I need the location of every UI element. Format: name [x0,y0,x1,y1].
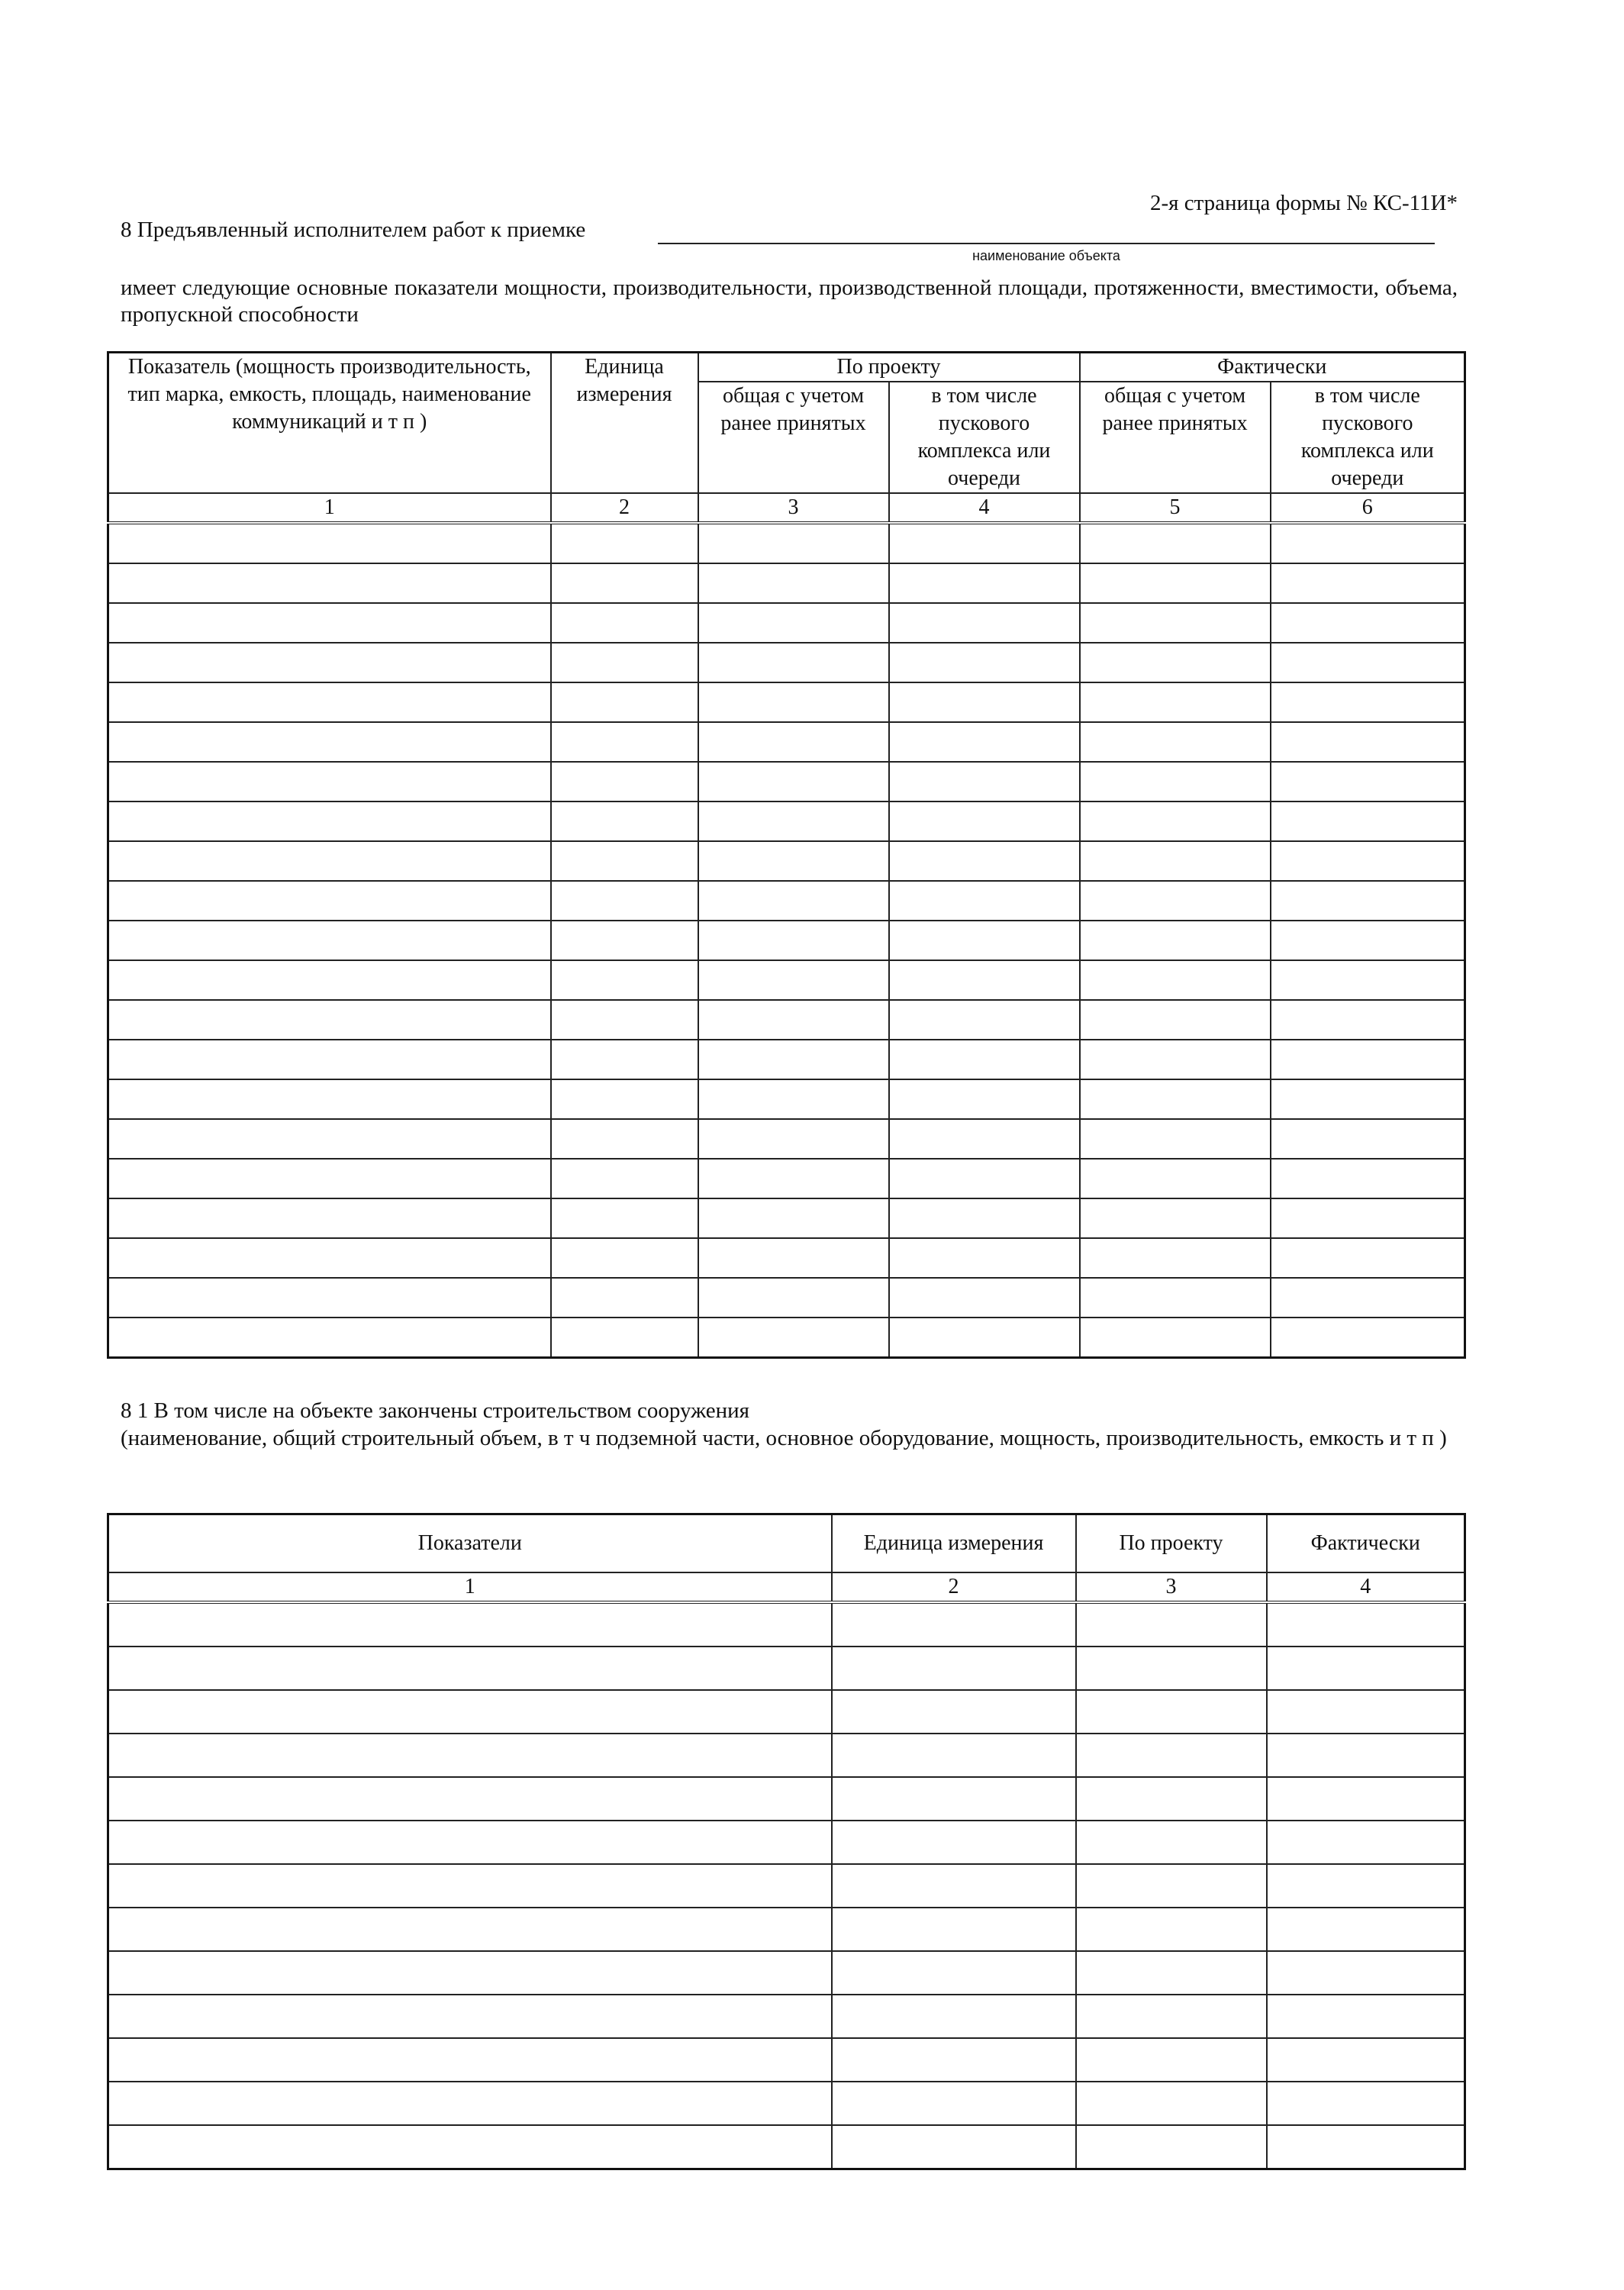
table-row [108,1864,1465,1908]
table-cell[interactable] [889,643,1080,682]
table-cell[interactable] [698,1079,889,1119]
table-cell[interactable] [1271,1278,1465,1318]
project-launch-header: в том числе пускового комплекса или очереди [889,382,1080,493]
table-cell[interactable] [1080,1198,1271,1238]
table-row [108,1198,1465,1238]
table-cell[interactable] [1080,841,1271,881]
section-8-1-text: 8 1 В том числе на объекте закончены строительством сооружения [121,1398,749,1423]
table-cell[interactable] [1080,1238,1271,1278]
table-cell[interactable] [1080,1278,1271,1318]
table-cell[interactable] [1080,762,1271,802]
table-cell[interactable] [108,1040,551,1079]
table-cell[interactable] [551,921,698,960]
table-cell[interactable] [1076,1777,1267,1821]
table-cell[interactable] [551,1000,698,1040]
table-cell[interactable] [1271,841,1465,881]
table-row [108,2082,1465,2125]
table-cell[interactable] [551,1198,698,1238]
table-cell[interactable] [698,722,889,762]
table-cell[interactable] [108,1821,832,1864]
table-cell[interactable] [1267,2082,1465,2125]
table-row [108,1040,1465,1079]
table-cell[interactable] [889,921,1080,960]
table-cell[interactable] [108,1159,551,1198]
table-cell[interactable] [551,603,698,643]
table-cell[interactable] [108,1995,832,2038]
table-cell[interactable] [1076,1908,1267,1951]
table-cell[interactable] [889,802,1080,841]
table-cell[interactable] [108,1278,551,1318]
table-cell[interactable] [1267,1821,1465,1864]
column-number: 1 [108,1572,832,1602]
table-cell[interactable] [1080,682,1271,722]
table-row [108,1777,1465,1821]
table-row [108,1690,1465,1734]
table-cell[interactable] [889,1119,1080,1159]
table-row [108,1278,1465,1318]
table-row [108,603,1465,643]
table-cell[interactable] [1271,1079,1465,1119]
table-cell[interactable] [108,1119,551,1159]
table-cell[interactable] [832,1908,1076,1951]
table-cell[interactable] [108,1734,832,1777]
table-cell[interactable] [108,682,551,722]
table-cell[interactable] [108,1238,551,1278]
table-cell[interactable] [889,563,1080,603]
table-cell[interactable] [889,1238,1080,1278]
table-cell[interactable] [1080,1079,1271,1119]
table-cell[interactable] [551,960,698,1000]
table-cell[interactable] [551,1318,698,1358]
table-cell[interactable] [889,1278,1080,1318]
table-cell[interactable] [832,2082,1076,2125]
column-numbers-row [108,1572,1465,1602]
object-name-caption: наименование объекта [972,248,1120,263]
table-cell[interactable] [1080,1159,1271,1198]
table-cell[interactable] [1080,643,1271,682]
section-8-text: 8 Предъявленный исполнителем работ к приемке [121,218,586,242]
table-cell[interactable] [889,960,1080,1000]
table-row [108,643,1465,682]
table-cell[interactable] [889,1318,1080,1358]
table-cell[interactable] [108,1864,832,1908]
col-unit-header: Единица измерения [832,1514,1076,1573]
table-cell[interactable] [1271,722,1465,762]
actual-total-header: общая с учетом ранее принятых [1080,382,1271,493]
table-cell[interactable] [1267,1908,1465,1951]
table-cell[interactable] [698,643,889,682]
table-cell[interactable] [1271,523,1465,563]
table-cell[interactable] [1267,2038,1465,2082]
table-cell[interactable] [1267,1602,1465,1647]
table-cell[interactable] [1267,1690,1465,1734]
table-cell[interactable] [832,1821,1076,1864]
table-cell[interactable] [889,762,1080,802]
group-by-project-header: По проекту [698,353,1080,382]
table-cell[interactable] [698,1238,889,1278]
table-cell[interactable] [1271,881,1465,921]
table-cell[interactable] [698,1040,889,1079]
table-cell[interactable] [1076,2125,1267,2169]
table-cell[interactable] [1271,682,1465,722]
table-cell[interactable] [108,881,551,921]
table-row [108,762,1465,802]
table-cell[interactable] [108,563,551,603]
table-cell[interactable] [1076,2082,1267,2125]
table-cell[interactable] [551,682,698,722]
section-8-1-paragraph: (наименование, общий строительный объем, в т ч подземной части, основное оборудование, мощность, производительность, емкость и т п ) [121,1426,1447,1450]
table-cell[interactable] [889,1198,1080,1238]
table-cell[interactable] [889,1000,1080,1040]
table-cell[interactable] [551,841,698,881]
table-cell[interactable] [698,523,889,563]
table-cell[interactable] [551,1238,698,1278]
actual-launch-header: в том числе пускового комплекса или очереди [1271,382,1465,493]
table-cell[interactable] [1267,1734,1465,1777]
table-cell[interactable] [1080,722,1271,762]
table-cell[interactable] [1076,1951,1267,1995]
table-cell[interactable] [1076,1734,1267,1777]
table-row [108,1238,1465,1278]
table-cell[interactable] [832,1734,1076,1777]
table-cell[interactable] [1271,1000,1465,1040]
table-cell[interactable] [1271,1198,1465,1238]
table-cell[interactable] [889,1159,1080,1198]
structures-table [107,1513,1466,2170]
table-cell[interactable] [1271,603,1465,643]
capacity-table [107,351,1466,1359]
table-cell[interactable] [698,1278,889,1318]
table-cell[interactable] [108,1690,832,1734]
table-cell[interactable] [551,563,698,603]
table-cell[interactable] [1271,960,1465,1000]
table-cell[interactable] [698,881,889,921]
column-number: 3 [1076,1572,1267,1602]
column-number: 3 [698,493,889,523]
column-number: 2 [551,493,698,523]
column-number: 4 [1267,1572,1465,1602]
table-cell[interactable] [698,1159,889,1198]
table-cell[interactable] [108,1602,832,1647]
col-unit-header: Единица измерения [551,353,698,494]
table-cell[interactable] [1267,1995,1465,2038]
table-cell[interactable] [1271,563,1465,603]
table-cell[interactable] [1080,523,1271,563]
table-cell[interactable] [1076,1995,1267,2038]
table-cell[interactable] [832,1951,1076,1995]
table-cell[interactable] [1080,1119,1271,1159]
table-row [108,802,1465,841]
table-row [108,1908,1465,1951]
table-cell[interactable] [1271,762,1465,802]
column-number: 5 [1080,493,1271,523]
table-cell[interactable] [698,762,889,802]
table-cell[interactable] [1271,1318,1465,1358]
table-cell[interactable] [1267,1951,1465,1995]
table-row [108,1602,1465,1647]
table-cell[interactable] [108,643,551,682]
table-cell[interactable] [551,1119,698,1159]
table-row [108,1734,1465,1777]
object-name-field[interactable] [658,243,1435,244]
table-row [108,722,1465,762]
table-cell[interactable] [108,2038,832,2082]
col-indicator-header: Показатель (мощность производительность, тип марка, емкость, площадь, наименование коммуникаций и т п ) [108,353,551,494]
table-cell[interactable] [889,722,1080,762]
table-cell[interactable] [108,523,551,563]
table-cell[interactable] [1267,1864,1465,1908]
table-row [108,563,1465,603]
table-cell[interactable] [889,603,1080,643]
table-cell[interactable] [889,881,1080,921]
table-cell[interactable] [1271,1238,1465,1278]
table-cell[interactable] [1271,1040,1465,1079]
table-cell[interactable] [698,960,889,1000]
table-row [108,2038,1465,2082]
table-cell[interactable] [698,603,889,643]
table-row [108,1000,1465,1040]
table-cell[interactable] [1080,1318,1271,1358]
group-actual-header: Фактически [1080,353,1465,382]
table-row [108,1119,1465,1159]
table-cell[interactable] [698,1000,889,1040]
table-row [108,1995,1465,2038]
page-header: 2-я страница формы № КС-11И* [1149,191,1458,215]
table-cell[interactable] [698,682,889,722]
table-cell[interactable] [1076,1821,1267,1864]
table-cell[interactable] [698,841,889,881]
table-cell[interactable] [1080,921,1271,960]
table-row [108,523,1465,563]
table-cell[interactable] [108,1000,551,1040]
table-cell[interactable] [1080,960,1271,1000]
table-cell[interactable] [108,2082,832,2125]
table-cell[interactable] [832,1690,1076,1734]
table-cell[interactable] [108,722,551,762]
table-cell[interactable] [832,1995,1076,2038]
table-cell[interactable] [551,762,698,802]
table-cell[interactable] [1076,1864,1267,1908]
table-row [108,881,1465,921]
table-cell[interactable] [108,921,551,960]
table-cell[interactable] [1267,2125,1465,2169]
table-cell[interactable] [1076,1647,1267,1690]
table-cell[interactable] [108,960,551,1000]
table-cell[interactable] [832,1777,1076,1821]
table-row [108,841,1465,881]
table-cell[interactable] [108,1198,551,1238]
table-row [108,921,1465,960]
table-cell[interactable] [551,1278,698,1318]
table-row [108,1647,1465,1690]
table-cell[interactable] [551,881,698,921]
table-cell[interactable] [108,762,551,802]
table-cell[interactable] [551,802,698,841]
table-cell[interactable] [551,1079,698,1119]
table-cell[interactable] [889,682,1080,722]
table-cell[interactable] [108,1647,832,1690]
table-cell[interactable] [1267,1777,1465,1821]
table-cell[interactable] [1271,1159,1465,1198]
table-cell[interactable] [1271,643,1465,682]
table-cell[interactable] [1271,921,1465,960]
table-cell[interactable] [1267,1647,1465,1690]
table-cell[interactable] [698,1318,889,1358]
table-cell[interactable] [1076,1602,1267,1647]
table-cell[interactable] [1080,603,1271,643]
table-row [108,1318,1465,1358]
table-cell[interactable] [832,1602,1076,1647]
col-project-header: По проекту [1076,1514,1267,1573]
table-cell[interactable] [108,1777,832,1821]
table-cell[interactable] [108,1318,551,1358]
table-cell[interactable] [108,802,551,841]
section-8-paragraph: имеет следующие основные показатели мощности, производительности, производственной площади, протяженности, вместимости, объема, пропускной способности [121,276,1458,327]
table-cell[interactable] [1080,1040,1271,1079]
table-cell[interactable] [832,2038,1076,2082]
table-cell[interactable] [1080,1000,1271,1040]
column-numbers-row [108,493,1465,523]
table-cell[interactable] [889,1040,1080,1079]
column-number: 4 [889,493,1080,523]
table-row [108,960,1465,1000]
table-row [108,1159,1465,1198]
column-number: 1 [108,493,551,523]
col-indicators-header: Показатели [108,1514,832,1573]
table-row [108,1079,1465,1119]
table-cell[interactable] [551,722,698,762]
table-cell[interactable] [889,841,1080,881]
column-number: 6 [1271,493,1465,523]
column-number: 2 [832,1572,1076,1602]
table-cell[interactable] [698,921,889,960]
col-actual-header: Фактически [1267,1514,1465,1573]
table-row [108,1821,1465,1864]
table-cell[interactable] [108,1951,832,1995]
table-cell[interactable] [551,1159,698,1198]
project-total-header: общая с учетом ранее принятых [698,382,889,493]
table-cell[interactable] [1271,802,1465,841]
table-cell[interactable] [1076,1690,1267,1734]
table-cell[interactable] [832,2125,1076,2169]
table-cell[interactable] [698,563,889,603]
table-cell[interactable] [108,1908,832,1951]
table-cell[interactable] [108,603,551,643]
table-cell[interactable] [1271,1119,1465,1159]
table-cell[interactable] [551,523,698,563]
table-cell[interactable] [698,802,889,841]
table-cell[interactable] [889,523,1080,563]
table-cell[interactable] [108,841,551,881]
table-cell[interactable] [889,1079,1080,1119]
table-cell[interactable] [832,1864,1076,1908]
table-row [108,2125,1465,2169]
table-cell[interactable] [551,1040,698,1079]
table-cell[interactable] [1080,881,1271,921]
table-cell[interactable] [108,2125,832,2169]
table-cell[interactable] [698,1198,889,1238]
table-cell[interactable] [108,1079,551,1119]
table-cell[interactable] [1080,802,1271,841]
table-cell[interactable] [1080,563,1271,603]
table-row [108,1951,1465,1995]
table-cell[interactable] [832,1647,1076,1690]
table-row [108,682,1465,722]
table-cell[interactable] [1076,2038,1267,2082]
table-cell[interactable] [698,1119,889,1159]
table-cell[interactable] [551,643,698,682]
